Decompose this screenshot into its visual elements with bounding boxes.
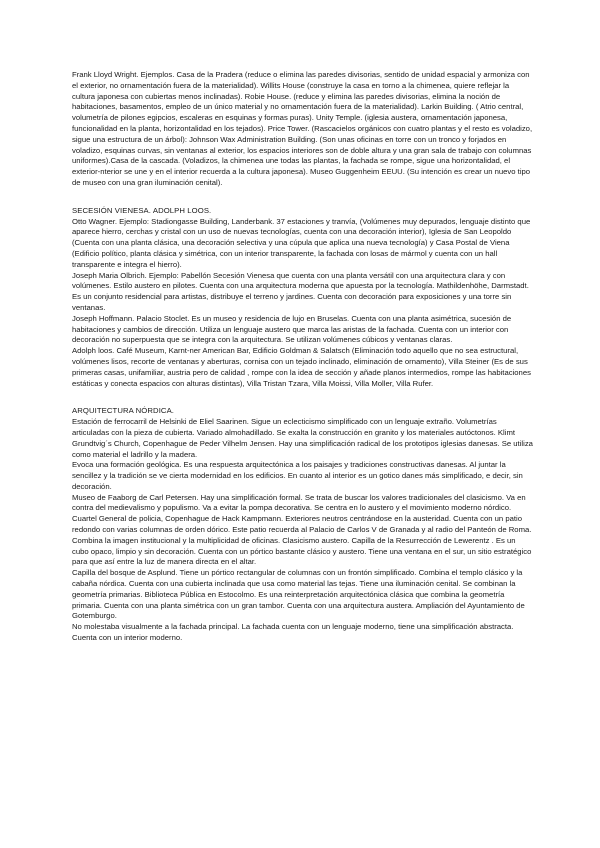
secession-heading: SECESIÓN VIENESA. ADOLPH LOOS. [72,205,212,215]
otto-wagner-paragraph: Otto Wagner. Ejemplo: Stadiongasse Building, Landerbank. 37 estaciones y tranvía, (Volúmenes muy depurados, lenguaje distinto que aparece hierro, cerchas y cristal con un uso de nuevas tecnologías, cuenta con una decoración interior), Iglesia de San Leopoldo (Cuenta con una planta clásica, una decoración selectiva y una cúpula que aplica una nueva tecnología) y Casa Postal de Viena (Edificio político, planta clásica y simétrica, con un interior transparente, la fachada con losas de mármol y cuenta con un hall transparente e integra el hierro). [72,216,531,269]
document-page [72,70,534,661]
hoffmann-paragraph: Joseph Hoffmann. Palacio Stoclet. Es un museo y residencia de lujo en Bruselas. Cuenta con una planta asimétrica, sucesión de habitaciones y cambios de dirección. Utiliza un lenguaje austero que marca las aristas de la fachada. Cuenta con un interior con decoración no superpuesta que se integra con la arquitectura. Se utilizan volúmenes cúbicos y ventanas claras. [72,313,512,345]
geological-paragraph: Evoca una formación geológica. Es una respuesta arquitectónica a los paisajes y tradiciones constructivas danesas. Al juntar la sencillez y la tradición se ve cierta modernidad en los edificios. En cuanto al interior es un gotico danes más simplificado, e decir, sin decoración. [72,460,523,491]
faaborg-paragraph: Museo de Faaborg de Carl Petersen. Hay una simplificación formal. Se trata de buscar los valores tradicionales del clasicismo. Va en contra del medievalismo y populismo. Va a evitar la pompa decorativa. Se centra en lo austero y el movimiento moderno nórdico. Cuartel General de policia, Copenhague de Hack Kampmann. Exteriores neutros centrándose en la austeridad. Cuenta con un patio redondo con varias columnas de orden dórico. Este patio recuerda al Palacio de Carlos V de Granada y al radio del Panteón de Roma. Combina la imagen institucional y la multiplicidad de oficinas. Clasicismo austero. Capilla de la Resurrección de Lewerentz . Es un cubo opaco, limpio y sin decoración. Cuenta con un pórtico bastante clásico y austero. Tiene una ventana en el sur, un sitio estratégico para que así entre la luz de manera directa en el altar. [72,492,532,567]
asplund-paragraph: Capilla del bosque de Asplund. Tiene un pórtico rectangular de columnas con un frontón simplificado. Combina el templo clásico y la cabaña nórdica. Cuenta con una cubierta inclinada que usa como material las tejas. Tiene una iluminación cenital. Se combinan la geometría primarias. Biblioteca Pública en Estocolmo. Es una reinterpretación arquitectónica clásica que combina la geometría primaria. Cuenta con una planta simétrica con un gran tambor. Cuenta con una arquitectura austera. Ampliación del Ayuntamiento de Gotemburgo. [72,568,525,621]
loos-paragraph: Adolph loos. Café Museum, Karnt-ner American Bar, Edificio Goldman & Salatsch (Eliminación todo aquello que no sea estructural, volúmenes lisos, recorte de ventanas y aberturas, cornisa con un tejado inclinado, eliminación de ornamento), Villa Steiner (Es de sus primeras casas, unifamiliar, austria pero de calidad , rompe con la idea de sección y añade planos intermedios, rompe las habitaciones estáticas y conecta espacios con alturas distintas), Villa Tristan Tzara, Villa Moissi, Villa Moller, Villa Rufer. [72,346,531,388]
gothenburg-paragraph: No molestaba visualmente a la fachada principal. La fachada cuenta con un lenguaje moderno, tiene una simplificación abstracta. Cuenta con un interior moderno. [72,622,514,643]
saarinen-paragraph: Estación de ferrocarril de Helsinki de Eliel Saarinen. Sigue un eclecticismo simplificado con un lenguaje extraño. Volumetrías articuladas con la pieza de cubierta. Variado almohadillado. Se exalta la construcción en granito y los materiales autóctonos. Klimt Grundtvig´s Church, Copenhague de Peder Vilhelm Jensen. Hay una simplificación radical de los prototipos iglesias danesas. Se utiliza como material el ladrillo y la madera. [72,417,533,459]
secession-section [72,206,534,390]
intro-paragraph: Frank Lloyd Wright. Ejemplos. Casa de la Pradera (reduce o elimina las paredes divisorias, sentido de unidad espacial y armoniza con el exterior, no ornamentación fuera de la materialidad). Willits House (construye la casa en torno a la chimenea, quiere reflejar la cultura japonesa con cubiertas menos inclinadas). Robie House. (reduce y elimina las paredes divisorias, elimina la noción de habitaciones, basamentos, empleo de un único material y no ornamentación fuera de la materialidad). Larkin Building. ( Atrio central, volumetría de pilones egipcios, escaleras en esquinas y formas puras). Unity Temple. (iglesia austera, ornamentación japonesa, funcionalidad en la planta, horizontalidad en los tejados). Price Tower. (Rascacielos orgánicos con cuatro plantas y el resto es voladizo, sigue una estructura de un árbol): Johnson Wax Administration Building. (Son unas oficinas en torre con un tronco y forjados en voladizo, esquinas curvas, sin ventanas al exterior, los espacios interiores son de doble altura y una gran sala de trabajo con columnas uniformes).Casa de la cascada. (Voladizos, la chimenea une todas las plantas, la fachada se rompe, sigue una horizontalidad, el exterior-nterior se une y en el interior recuerda a la cultura japonesa). Museo Guggenheim EEUU. (Su intención es crear un nuevo tipo de museo con una gran iluminación cenital). [72,70,533,187]
nordic-heading: ARQUITECTURA NÓRDICA. [72,406,175,416]
frank-lloyd-wright-section [72,70,534,189]
olbrich-paragraph: Joseph Maria Olbrich. Ejemplo: Pabellón Secesión Vienesa que cuenta con una planta versátil con una arquitectura clara y con volúmenes. Estilo austero en pilotes. Cuenta con una arquitectura moderna que apuesta por la tecnología. Mathildenhöhe, Darmstadt. Es un conjunto residencial para artistas, distribuye el terreno y jardines. Cuenta con decoración para exposiciones y una torre sin ventanas. [72,270,529,312]
nordic-section [72,406,534,644]
